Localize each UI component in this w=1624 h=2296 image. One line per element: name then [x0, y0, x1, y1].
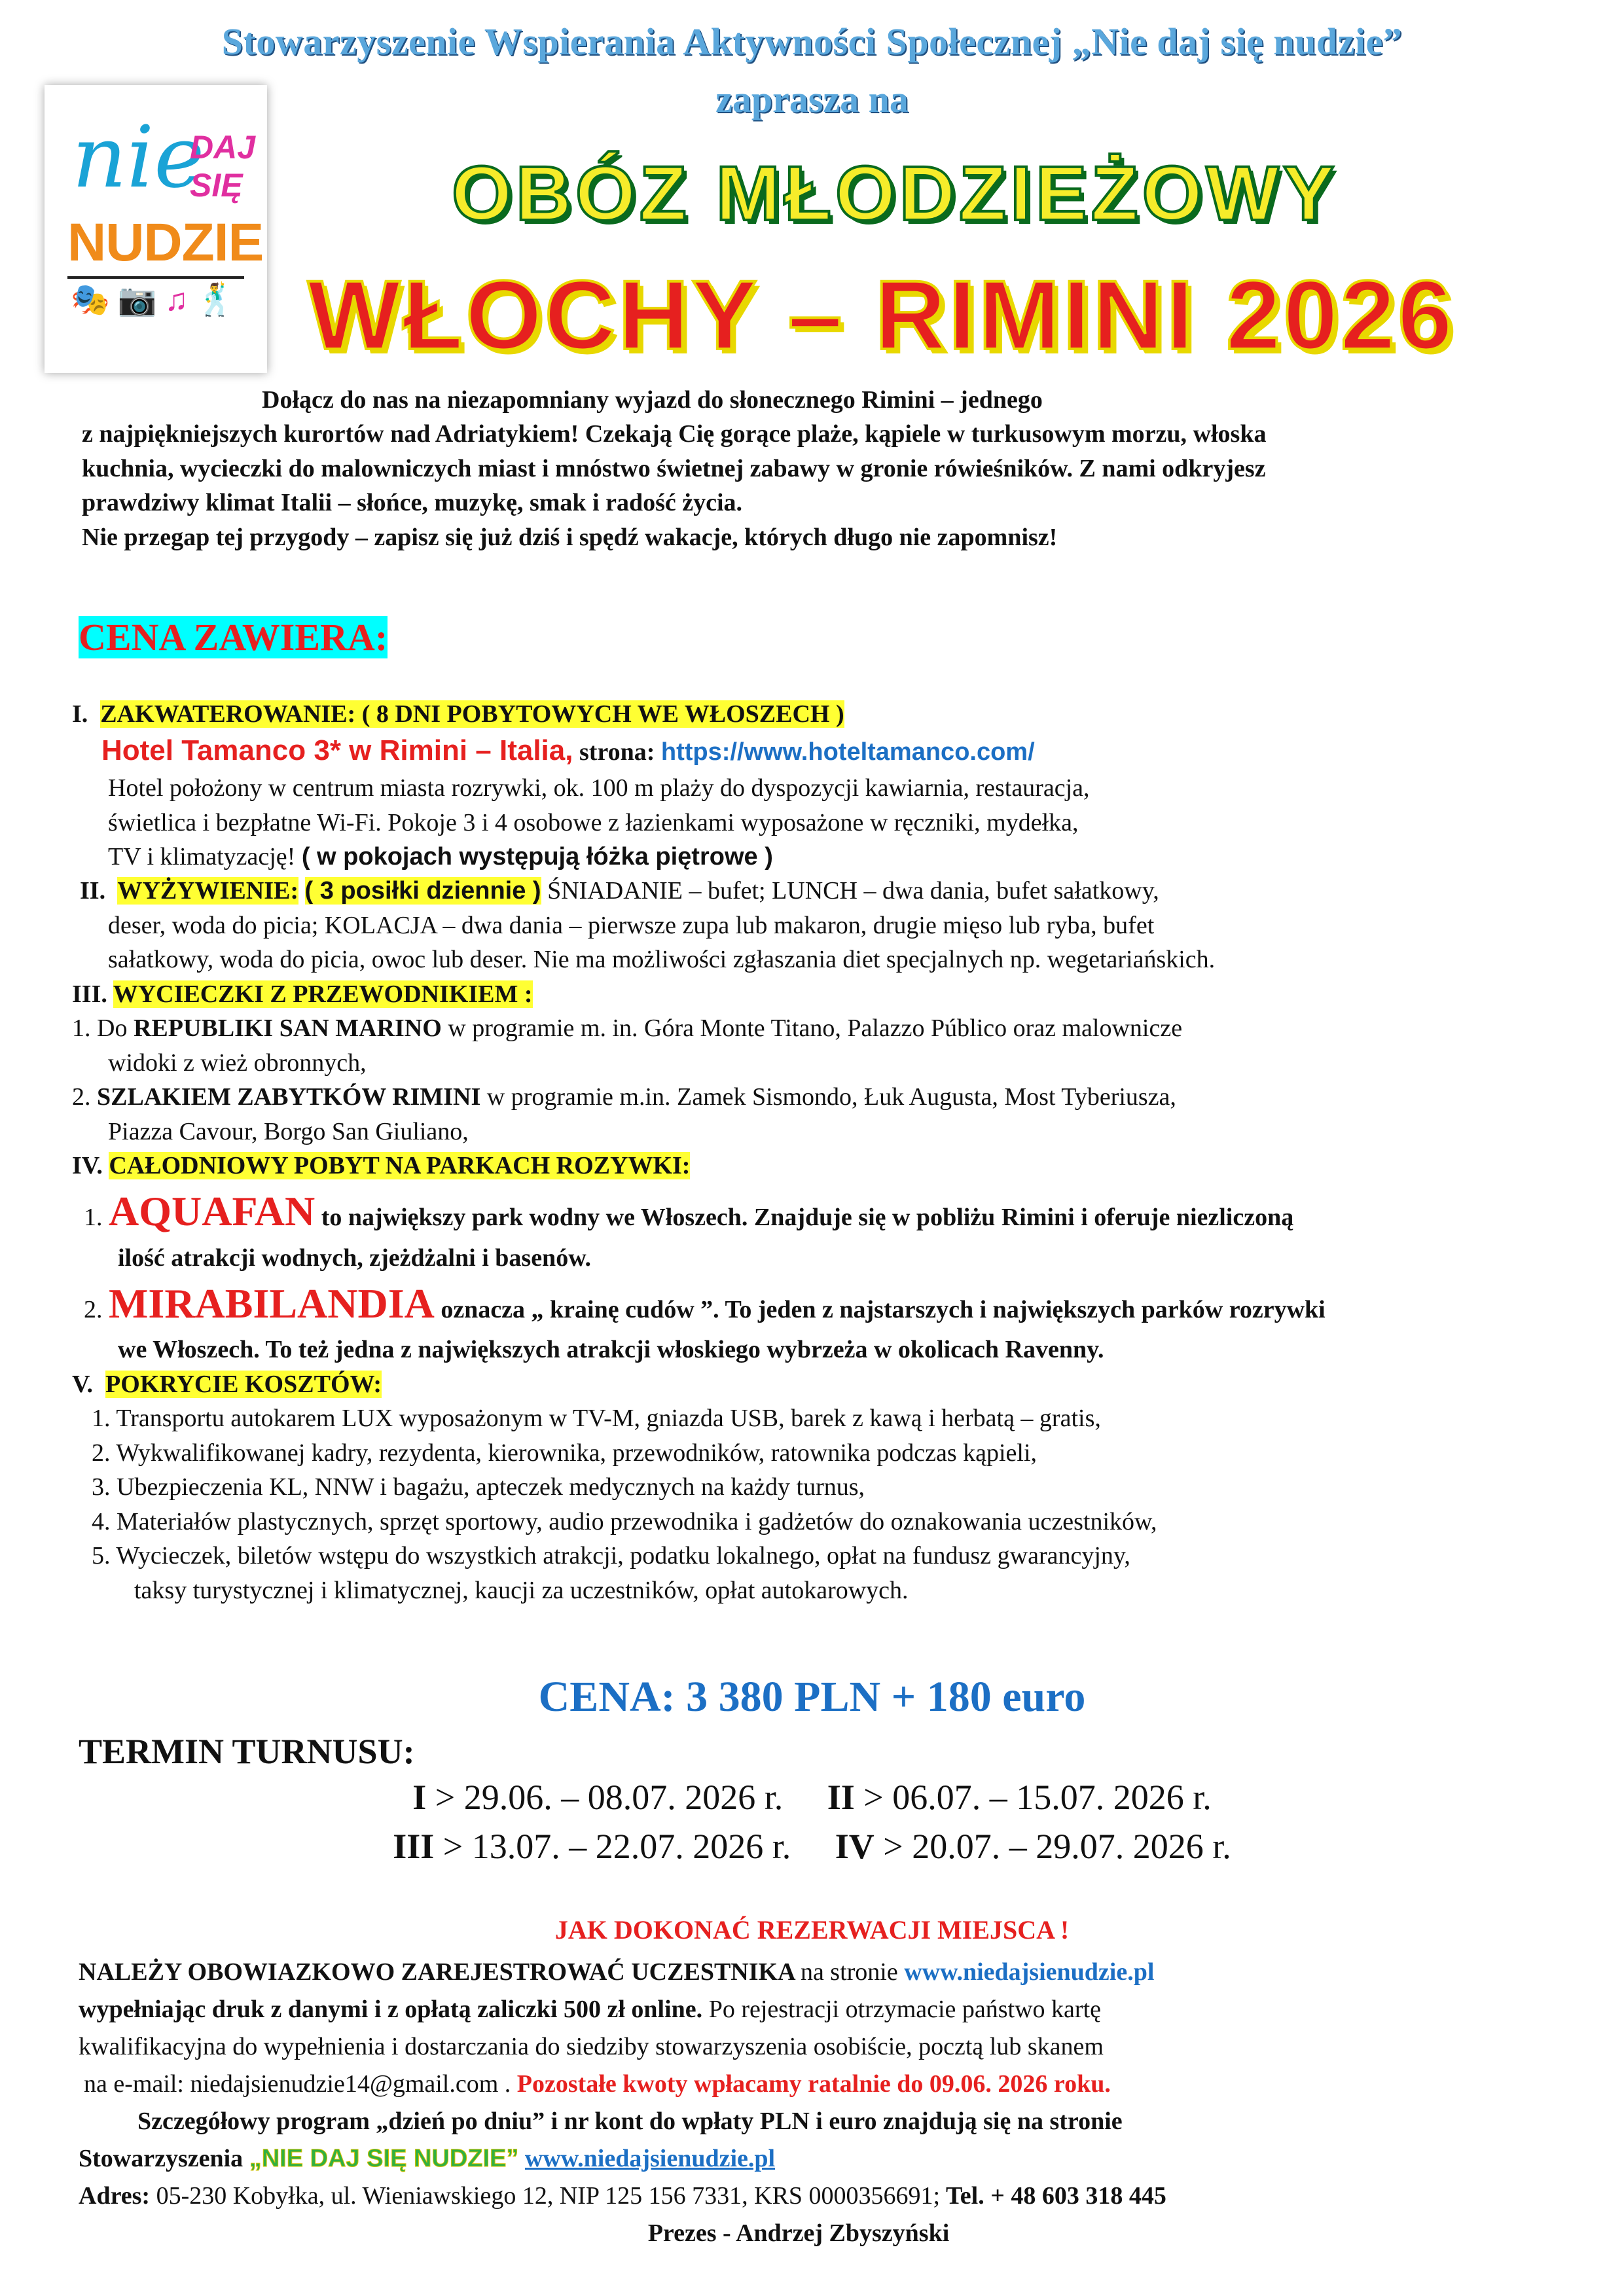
- trip-name: REPUBLIKI SAN MARINO: [133, 1014, 442, 1043]
- dates-row: [0, 1826, 1624, 1867]
- trip-prefix: 2.: [72, 1083, 91, 1111]
- turnus-dates: > 20.07. – 29.07. 2026 r.: [874, 1827, 1231, 1866]
- park-name: AQUAFAN: [109, 1188, 316, 1235]
- title-destination: WŁOCHY – RIMINI 2026: [308, 260, 1455, 370]
- trip-item: [72, 1011, 1591, 1045]
- cost-item: 3. Ubezpieczenia KL, NNW i bagażu, apteczek medycznych na każdy turnus,: [92, 1473, 865, 1501]
- registration-required: NALEŻY OBOWIAZKOWO ZAREJESTROWAĆ UCZESTNIKA: [79, 1958, 795, 1986]
- reservation-heading: JAK DOKONAĆ REZERWACJI MIEJSCA !: [554, 1915, 1070, 1945]
- on-website-label: na stronie: [800, 1958, 898, 1986]
- section-number: III.: [72, 980, 107, 1008]
- section-title: WYŻYWIENIE:: [117, 877, 299, 905]
- intro-line: Dołącz do nas na niezapomniany wyjazd do słonecznego Rimini – jednego: [262, 386, 1043, 414]
- website-link[interactable]: www.niedajsienudzie.pl: [524, 2145, 776, 2172]
- cost-item: 2. Wykwalifikowanej kadry, rezydenta, kierownika, przewodników, ratownika podczas kąpieli,: [92, 1439, 1038, 1467]
- dates-heading: TERMIN TURNUSU:: [79, 1732, 415, 1771]
- section-title: ZAKWATEROWANIE: ( 8 DNI POBYTOWYCH WE WŁOSZECH ): [100, 700, 844, 728]
- hotel-link[interactable]: https://www.hoteltamanco.com/: [660, 738, 1035, 766]
- logo-icons: [71, 285, 235, 316]
- dates-row: [0, 1777, 1624, 1818]
- section-trips-title: [72, 977, 1591, 1011]
- payment-deadline: Pozostałe kwoty wpłacamy ratalnie do 09.06. 2026 roku.: [516, 2070, 1111, 2098]
- organization-name: Stowarzyszenie Wspierania Aktywności Społecznej „Nie daj się nudzie”: [221, 20, 1403, 63]
- reservation-line: kwalifikacyjna do wypełnienia i dostarczania do siedziby stowarzyszenia osobiście, pocztą lub skanem: [79, 2033, 1104, 2060]
- section-number: II.: [80, 877, 106, 905]
- association-name: „NIE DAJ SIĘ NUDZIE”: [249, 2145, 519, 2172]
- reservation-line: [79, 2140, 1578, 2178]
- hotel-desc: świetlica i bezpłatne Wi-Fi. Pokoje 3 i 4 osobowe z łazienkami wyposażone w ręczniki, mydełka,: [108, 808, 1079, 836]
- intro-line: Nie przegap tej przygody – zapisz się już dziś i spędź wakacje, których długo nie zapomnisz!: [82, 523, 1058, 551]
- intro-line: prawdziwy klimat Italii – słońce, muzykę, smak i radość życia.: [82, 489, 743, 517]
- meals-desc: deser, woda do picia; KOLACJA – dwa dania – pierwsze zupa lub makaron, drugie mięso lub ryba, bufet: [108, 911, 1155, 939]
- logo-nie: nie: [72, 107, 205, 207]
- park-desc: oznacza „ krainę cudów ”. To jeden z najstarszych i największych parków rozrywki: [441, 1296, 1326, 1324]
- section-title: WYCIECZKI Z PRZEWODNIKIEM :: [113, 980, 533, 1008]
- park-number: 2.: [84, 1296, 103, 1324]
- section-parks-title: [72, 1149, 1591, 1183]
- website-link[interactable]: www.niedajsienudzie.pl: [904, 1958, 1155, 1986]
- trip-prefix: 1. Do: [72, 1014, 128, 1043]
- price: CENA: 3 380 PLN + 180 euro: [538, 1673, 1086, 1721]
- address-label: Adres:: [79, 2182, 151, 2210]
- section-number: I.: [72, 700, 88, 728]
- meals-desc: sałatkowy, woda do picia, owoc lub deser. Nie ma możliwości zgłaszania diet specjalnych np. wegetariańskich.: [108, 946, 1216, 974]
- camera-icon: 📷: [117, 283, 157, 317]
- theatre-masks-icon: 🎭: [71, 283, 110, 317]
- phone[interactable]: Tel. + 48 603 318 445: [945, 2182, 1166, 2210]
- intro-line: kuchnia, wycieczki do malowniczych miast i mnóstwo świetnej zabawy w gronie rówieśników. Z nami odkryjesz: [82, 454, 1266, 482]
- park-name: MIRABILANDIA: [109, 1280, 435, 1327]
- reservation-line: [79, 2066, 1578, 2103]
- trip-name: SZLAKIEM ZABYTKÓW RIMINI: [97, 1083, 481, 1111]
- intro-paragraph: [82, 383, 1574, 554]
- hotel-desc: [72, 840, 1591, 874]
- trip-item: [72, 1080, 1591, 1114]
- card-info: Po rejestracji otrzymacie państwo kartę: [708, 1996, 1102, 2023]
- offer-details: [72, 697, 1591, 1607]
- park-desc: to największy park wodny we Włoszech. Znajduje się w pobliżu Rimini i oferuje niezliczoną: [321, 1204, 1294, 1232]
- logo-daj: DAJ: [190, 129, 256, 166]
- section-accommodation-title: [72, 697, 1591, 731]
- logo-sie: SIĘ: [190, 167, 243, 204]
- hotel-name: Hotel Tamanco 3* w Rimini – Italia,: [101, 734, 573, 767]
- bunk-beds-note: ( w pokojach występują łóżka piętrowe ): [301, 843, 773, 871]
- section-number: IV.: [72, 1151, 103, 1179]
- address: 05-230 Kobyłka, ul. Wieniawskiego 12, NIP 125 156 7331, KRS 0000356691;: [156, 2182, 941, 2210]
- reservation-info: [79, 1954, 1578, 2252]
- meals-desc: ŚNIADANIE – bufet; LUNCH – dwa dania, bufet sałatkowy,: [547, 877, 1159, 905]
- cost-item: 4. Materiałów plastycznych, sprzęt sportowy, audio przewodnika i gadżetów do oznakowania uczestników,: [92, 1507, 1157, 1535]
- section-meals-title: [72, 874, 1591, 908]
- invite-text: zaprasza na: [715, 78, 909, 120]
- turnus-label: IV: [835, 1827, 875, 1866]
- park-item: [72, 1183, 1591, 1240]
- section-title: CAŁODNIOWY POBYT NA PARKACH ROZYWKI:: [109, 1151, 691, 1179]
- turnus-label: I: [412, 1778, 427, 1817]
- turnus-label: III: [393, 1827, 435, 1866]
- hotel-line: [72, 731, 1591, 771]
- trip-desc: widoki z wież obronnych,: [108, 1049, 367, 1077]
- logo-divider: [67, 276, 244, 279]
- park-item: [72, 1275, 1591, 1333]
- cost-item: 5. Wycieczek, biletów wstępu do wszystkich atrakcji, podatku lokalnego, opłat na fundusz gwarancyjny,: [92, 1542, 1130, 1570]
- turnus-dates: > 13.07. – 22.07. 2026 r.: [434, 1827, 791, 1866]
- park-desc: we Włoszech. To też jedna z największych atrakcji włoskiego wybrzeża w okolicach Ravenny.: [118, 1336, 1104, 1364]
- cost-item: taksy turystycznej i klimatycznej, kaucji za uczestników, opłat autokarowych.: [134, 1576, 909, 1604]
- title-camp: OBÓZ MŁODZIEŻOWY: [452, 151, 1339, 237]
- hotel-desc-part: TV i klimatyzację!: [108, 843, 296, 871]
- reservation-line: [79, 1991, 1578, 2028]
- turnus-dates: > 06.07. – 15.07. 2026 r.: [854, 1778, 1212, 1817]
- intro-line: z najpiękniejszych kurortów nad Adriatykiem! Czekają Cię gorące plaże, kąpiele w turkusowym morzu, włoska: [82, 420, 1267, 448]
- website-label: strona:: [579, 738, 655, 766]
- trip-desc: w programie m.in. Zamek Sismondo, Łuk Augusta, Most Tyberiusza,: [486, 1083, 1176, 1111]
- dancers-icon: 🕺: [196, 283, 236, 317]
- president: Prezes - Andrzej Zbyszyński: [647, 2219, 950, 2247]
- deposit-info: wypełniając druk z danymi i z opłatą zaliczki 500 zł online.: [79, 1996, 703, 2023]
- logo: [45, 85, 267, 373]
- reservation-line: [79, 1954, 1578, 1991]
- park-desc: ilość atrakcji wodnych, zjeżdżalni i basenów.: [118, 1244, 592, 1272]
- hotel-desc: Hotel położony w centrum miasta rozrywki, ok. 100 m plaży do dyspozycji kawiarnia, restauracja,: [108, 774, 1090, 802]
- cost-item: 1. Transportu autokarem LUX wyposażonym w TV-M, gniazda USB, barek z kawą i herbatą – gratis,: [92, 1405, 1101, 1433]
- price-includes-label: CENA ZAWIERA:: [79, 616, 388, 658]
- trip-desc: w programie m. in. Góra Monte Titano, Palazzo Público oraz malownicze: [448, 1014, 1183, 1043]
- meals-count: ( 3 posiłki dziennie ): [304, 877, 541, 905]
- logo-nudzie: NUDZIE: [67, 213, 264, 272]
- section-costs-title: [72, 1367, 1591, 1401]
- music-note-icon: ♫: [164, 283, 189, 317]
- association-label: Stowarzyszenia: [79, 2145, 244, 2172]
- section-number: V.: [72, 1370, 94, 1398]
- address-line: [79, 2178, 1578, 2215]
- reservation-line: Szczegółowy program „dzień po dniu” i nr kont do wpłaty PLN i euro znajdują się na stronie: [137, 2108, 1123, 2135]
- trip-desc: Piazza Cavour, Borgo San Giuliano,: [108, 1117, 469, 1145]
- turnus-dates: > 29.06. – 08.07. 2026 r.: [426, 1778, 784, 1817]
- turnus-label: II: [827, 1778, 855, 1817]
- section-title: POKRYCIE KOSZTÓW:: [105, 1370, 382, 1398]
- email-contact[interactable]: na e-mail: niedajsienudzie14@gmail.com .: [84, 2070, 511, 2098]
- price-includes-heading: [79, 615, 388, 659]
- park-number: 1.: [84, 1204, 103, 1232]
